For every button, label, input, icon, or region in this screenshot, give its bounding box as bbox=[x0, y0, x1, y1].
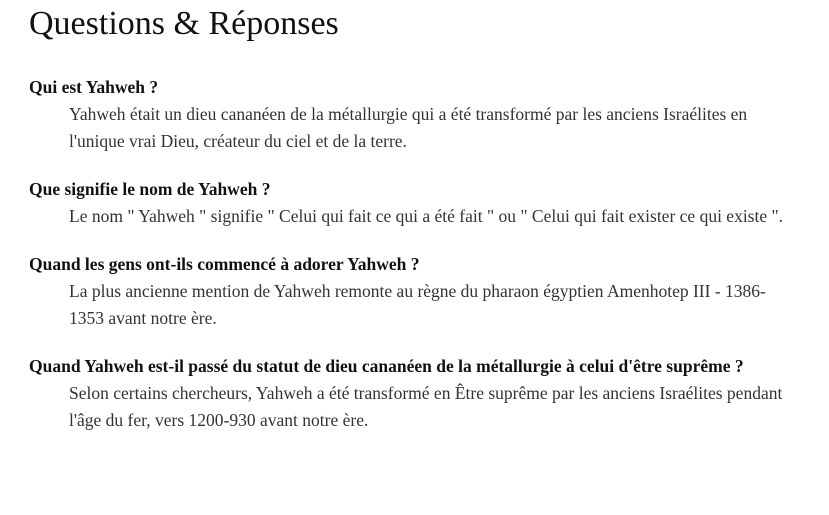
faq-list bbox=[29, 74, 789, 434]
faq-answer: Selon certains chercheurs, Yahweh a été transformé en Être suprême par les anciens Israélites pendant l'âge du fer, vers 1200-930 avant notre ère. bbox=[69, 383, 783, 430]
faq-question: Qui est Yahweh ? bbox=[29, 77, 159, 97]
faq-question: Que signifie le nom de Yahweh ? bbox=[29, 179, 271, 199]
faq-question: Quand Yahweh est-il passé du statut de dieu cananéen de la métallurgie à celui d'être suprême ? bbox=[29, 356, 744, 376]
faq-question: Quand les gens ont-ils commencé à adorer Yahweh ? bbox=[29, 254, 420, 274]
faq-item bbox=[29, 176, 789, 230]
page-title: Questions & Réponses bbox=[29, 5, 339, 42]
faq-answer: Yahweh était un dieu cananéen de la métallurgie qui a été transformé par les anciens Israélites en l'unique vrai Dieu, créateur du ciel et de la terre. bbox=[69, 104, 748, 151]
faq-item bbox=[29, 251, 789, 332]
faq-answer: Le nom " Yahweh " signifie " Celui qui fait ce qui a été fait " ou " Celui qui fait exister ce qui existe ". bbox=[69, 206, 784, 226]
faq-item bbox=[29, 353, 789, 434]
faq-answer: La plus ancienne mention de Yahweh remonte au règne du pharaon égyptien Amenhotep III - 1386-1353 avant notre ère. bbox=[69, 281, 766, 328]
faq-item bbox=[29, 74, 789, 155]
